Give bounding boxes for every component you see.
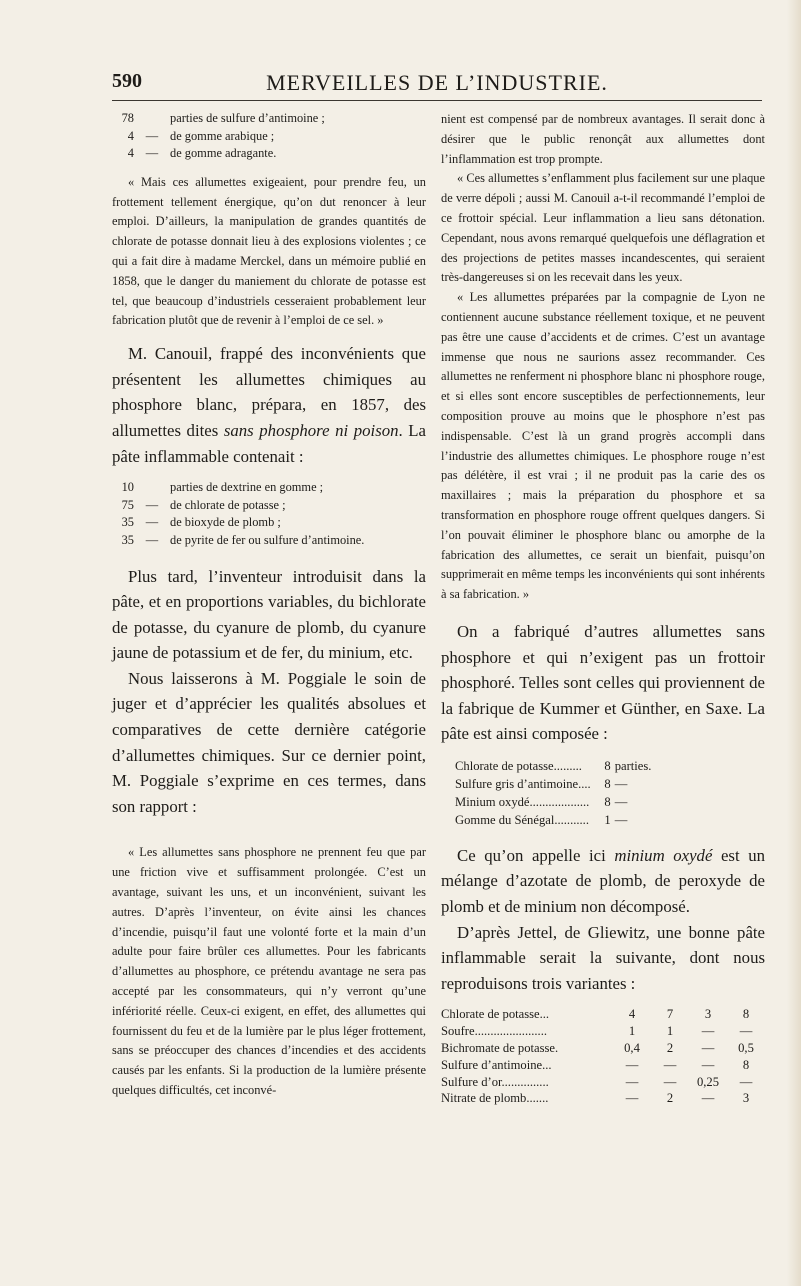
recipe-dash: — bbox=[145, 515, 159, 530]
variant-row bbox=[441, 1040, 765, 1057]
recipe-text: de chlorate de potasse ; bbox=[170, 497, 286, 512]
recipe-text: de pyrite de fer ou sulfure d’antimoine. bbox=[170, 532, 365, 547]
right-column bbox=[441, 110, 765, 1107]
variant-value: 7 bbox=[666, 1007, 674, 1022]
text-run: . La pâte inflammable contenait : bbox=[112, 420, 427, 466]
ingredient-qty: 8 bbox=[604, 758, 611, 773]
variant-value: 8 bbox=[742, 1007, 750, 1022]
recipe-qty: 4 bbox=[127, 128, 134, 143]
recipe-dash: — bbox=[145, 128, 159, 143]
ingredient-qty: 8 bbox=[604, 794, 611, 809]
recipe-dash: — bbox=[145, 532, 159, 547]
page-number: 590 bbox=[112, 70, 142, 92]
ingredient-qty: 1 bbox=[604, 812, 611, 827]
recipe-row bbox=[112, 128, 325, 146]
composition-row bbox=[455, 757, 651, 775]
recipe-table-1 bbox=[112, 110, 325, 163]
variant-name: Soufre....................... bbox=[441, 1024, 547, 1039]
variant-value: — bbox=[663, 1074, 677, 1089]
ingredient-name: Gomme du Sénégal........... bbox=[455, 812, 589, 827]
composition-row bbox=[455, 775, 651, 793]
variant-value: — bbox=[739, 1024, 753, 1039]
variant-value: 1 bbox=[666, 1024, 674, 1039]
variant-value: — bbox=[625, 1091, 639, 1106]
variant-row bbox=[441, 1006, 765, 1023]
header-rule bbox=[112, 100, 762, 101]
ingredient-qty: 8 bbox=[604, 776, 611, 791]
recipe-qty: 75 bbox=[121, 497, 134, 512]
running-title: MERVEILLES DE L’INDUSTRIE. bbox=[266, 70, 608, 95]
body-paragraph: Nous laisserons à M. Poggiale le soin de juger et d’apprécier les qualités absolues et comparatives de cette dernière catégorie d’allumettes chimiques. Sur ce dernier point, M. Poggiale s’exprime en ces termes, dans son rapport : bbox=[112, 668, 426, 816]
page-edge bbox=[787, 0, 801, 1286]
ingredient-name: Sulfure gris d’antimoine.... bbox=[455, 776, 591, 791]
quote-paragraph: « Les allumettes sans phosphore ne prennent feu que par une friction vive et suffisamment prolongée. C’est un avantage, suivant les uns, et un inconvénient, suivant les autres. D’après l’inventeur, on évite ainsi les chances d’incendie, puisqu’il faut une volonté forte et la main d’un adulte pour faire brûler ces allumettes. Pour les fabricants d’allumettes au phosphore, ce prétendu avantage ne sera pas accepté par les consommateurs, qui n’y verront qu’une infériorité réelle. Ceux-ci exigent, en effet, des allumettes qui fournissent du feu et de la lumière par le plus léger frottement, sans se préoccuper des chances d’incendies et des accidents causés par les enfants. Si la production de la lumière présente quelques difficultés, cet inconvé- bbox=[112, 845, 426, 1097]
variant-name: Sulfure d’or............... bbox=[441, 1074, 549, 1089]
variant-value: — bbox=[701, 1057, 715, 1072]
ingredient-name: Minium oxydé................... bbox=[455, 794, 590, 809]
variant-value: — bbox=[625, 1074, 639, 1089]
recipe-text: de gomme arabique ; bbox=[170, 128, 275, 143]
variant-name: Bichromate de potasse. bbox=[441, 1041, 559, 1056]
ingredient-unit: parties. bbox=[614, 758, 652, 773]
composition-table bbox=[455, 757, 651, 829]
italic-run: sans phosphore ni poison bbox=[223, 420, 399, 440]
variant-value: 0,4 bbox=[624, 1041, 640, 1056]
recipe-text: de gomme adragante. bbox=[170, 146, 277, 161]
recipe-dash: — bbox=[145, 497, 159, 512]
left-column bbox=[112, 110, 426, 1101]
ingredient-unit: — bbox=[614, 794, 628, 809]
variant-row bbox=[441, 1090, 765, 1107]
variant-value: 2 bbox=[666, 1091, 674, 1106]
quote-paragraph: nient est compensé par de nombreux avantages. Il serait donc à désirer que le public renonçât aux allumettes dont l’inflammation est trop prompte. bbox=[441, 112, 765, 166]
composition-row bbox=[455, 793, 651, 811]
italic-run: minium oxydé bbox=[614, 845, 713, 865]
body-paragraph: On a fabriqué d’autres allumettes sans phosphore et qui n’exigent pas un frottoir phosphoré. Telles sont celles qui proviennent de la fabrique de Kummer et Günther, en Saxe. La pâte est ainsi composée : bbox=[441, 621, 765, 744]
recipe-dash bbox=[142, 479, 170, 497]
ingredient-unit: — bbox=[614, 812, 628, 827]
body-paragraph: Plus tard, l’inventeur introduisit dans la pâte, et en proportions variables, du bichlorate de potasse, du cyanure de plomb, du cyanure jaune de potassium et de fer, du minium, etc. bbox=[112, 566, 426, 663]
text-run: M. Canouil, frappé des inconvénients que présentent les allumettes chimiques au phosphore blanc, prépara, en 1857, des allumettes dites bbox=[112, 344, 426, 440]
recipe-qty: 10 bbox=[121, 480, 134, 495]
variant-row bbox=[441, 1057, 765, 1074]
quote-paragraph: « Les allumettes préparées par la compagnie de Lyon ne contiennent aucune substance réellement toxique, et ne peuvent pas être une cause d’accidents et de crimes. C’est un avantage immense que nous ne saurions assez recommander. Ces allumettes ne renferment ni phosphore blanc ni phosphore rouge, et si elles sont encore susceptibles de perfectionnements, leur composition prouve au moins que le phosphore n’est pas indispensable. C’est là un grand progrès accompli dans l’industrie des allumettes chimiques. Le phosphore rouge n’est pas délétère, il est vrai ; il ne produit pas la carie des os maxillaires ; mais la préparation du phosphore et sa transformation en phosphore rouge offrent quelques dangers. Si l’on pouvait éliminer le phosphore blanc ou amorphe de la fabrication des allumettes, ce serait un bienfait, puisqu’on supprimerait en même temps les inconvénients qui sont inhérents à sa fabrication. » bbox=[441, 290, 765, 602]
recipe-row bbox=[112, 145, 325, 163]
variant-value: 8 bbox=[742, 1057, 750, 1072]
recipe-text: parties de sulfure d’antimoine ; bbox=[170, 111, 325, 125]
variant-value: 0,25 bbox=[696, 1074, 720, 1089]
variant-value: 0,5 bbox=[738, 1041, 754, 1056]
recipe-text: parties de dextrine en gomme ; bbox=[170, 480, 324, 495]
recipe-dash: — bbox=[145, 146, 159, 161]
variant-value: — bbox=[701, 1041, 715, 1056]
recipe-row bbox=[112, 532, 364, 550]
recipe-qty: 35 bbox=[121, 515, 134, 530]
recipe-text: de bioxyde de plomb ; bbox=[170, 515, 281, 530]
recipe-row bbox=[112, 479, 364, 497]
body-paragraph bbox=[112, 341, 426, 469]
recipe-table-2 bbox=[112, 479, 364, 549]
variant-name: Chlorate de potasse... bbox=[441, 1007, 550, 1022]
recipe-row bbox=[112, 497, 364, 515]
recipe-row bbox=[112, 110, 325, 128]
variant-value: — bbox=[663, 1057, 677, 1072]
variant-row bbox=[441, 1074, 765, 1091]
recipe-row bbox=[112, 514, 364, 532]
recipe-qty: 4 bbox=[127, 146, 134, 161]
variant-value: — bbox=[701, 1091, 715, 1106]
body-paragraph: D’après Jettel, de Gliewitz, une bonne pâte inflammable serait la suivante, dont nous reproduisons trois variantes : bbox=[441, 922, 765, 993]
quote-paragraph: « Mais ces allumettes exigeaient, pour prendre feu, un frottement tellement énergique, qu’on dut renoncer à leur emploi. D’ailleurs, la manipulation de grandes quantités de chlorate de potasse donnait lieu à des explosions violentes ; ce qui a fait dire à madame Merckel, dans un mémoire publié en 1858, que le danger du maniement du chlorate de potasse est tel, que beaucoup d’industriels cesseraient probablement leur fabrication plutôt que de revenir à l’emploi de ce sel. » bbox=[112, 174, 426, 328]
variant-value: 3 bbox=[704, 1007, 712, 1022]
text-run: est un mélange d’azotate de plomb, de peroxyde de plomb et de minium non décomposé. bbox=[441, 845, 765, 917]
variant-value: 3 bbox=[742, 1091, 750, 1106]
text-run: Ce qu’on appelle ici bbox=[457, 845, 615, 865]
variant-value: — bbox=[739, 1074, 753, 1089]
page-header bbox=[112, 70, 762, 100]
variants-table bbox=[441, 1006, 765, 1107]
variant-name: Sulfure d’antimoine... bbox=[441, 1057, 552, 1072]
variant-value: 2 bbox=[666, 1041, 674, 1056]
composition-row bbox=[455, 811, 651, 829]
variant-value: — bbox=[625, 1057, 639, 1072]
quote-paragraph: « Ces allumettes s’enflamment plus facilement sur une plaque de verre dépoli ; aussi M. Canouil a-t-il recommandé l’emploi de ce frottoir spécial. Leur inflammation a lieu sans détonation. Cependant, nous avons remarqué quelquefois une déflagration et des projections de petites masses incandescentes, qui seraient très-dangereuses si on les recevait dans les yeux. bbox=[441, 171, 765, 285]
variant-value: 1 bbox=[628, 1024, 636, 1039]
variant-name: Nitrate de plomb....... bbox=[441, 1091, 549, 1106]
recipe-qty: 78 bbox=[121, 111, 134, 125]
body-paragraph bbox=[441, 843, 765, 920]
variant-row bbox=[441, 1023, 765, 1040]
recipe-dash bbox=[142, 110, 170, 128]
variant-value: — bbox=[701, 1024, 715, 1039]
variant-value: 4 bbox=[628, 1007, 636, 1022]
ingredient-unit: — bbox=[614, 776, 628, 791]
recipe-qty: 35 bbox=[121, 532, 134, 547]
ingredient-name: Chlorate de potasse......... bbox=[455, 758, 582, 773]
